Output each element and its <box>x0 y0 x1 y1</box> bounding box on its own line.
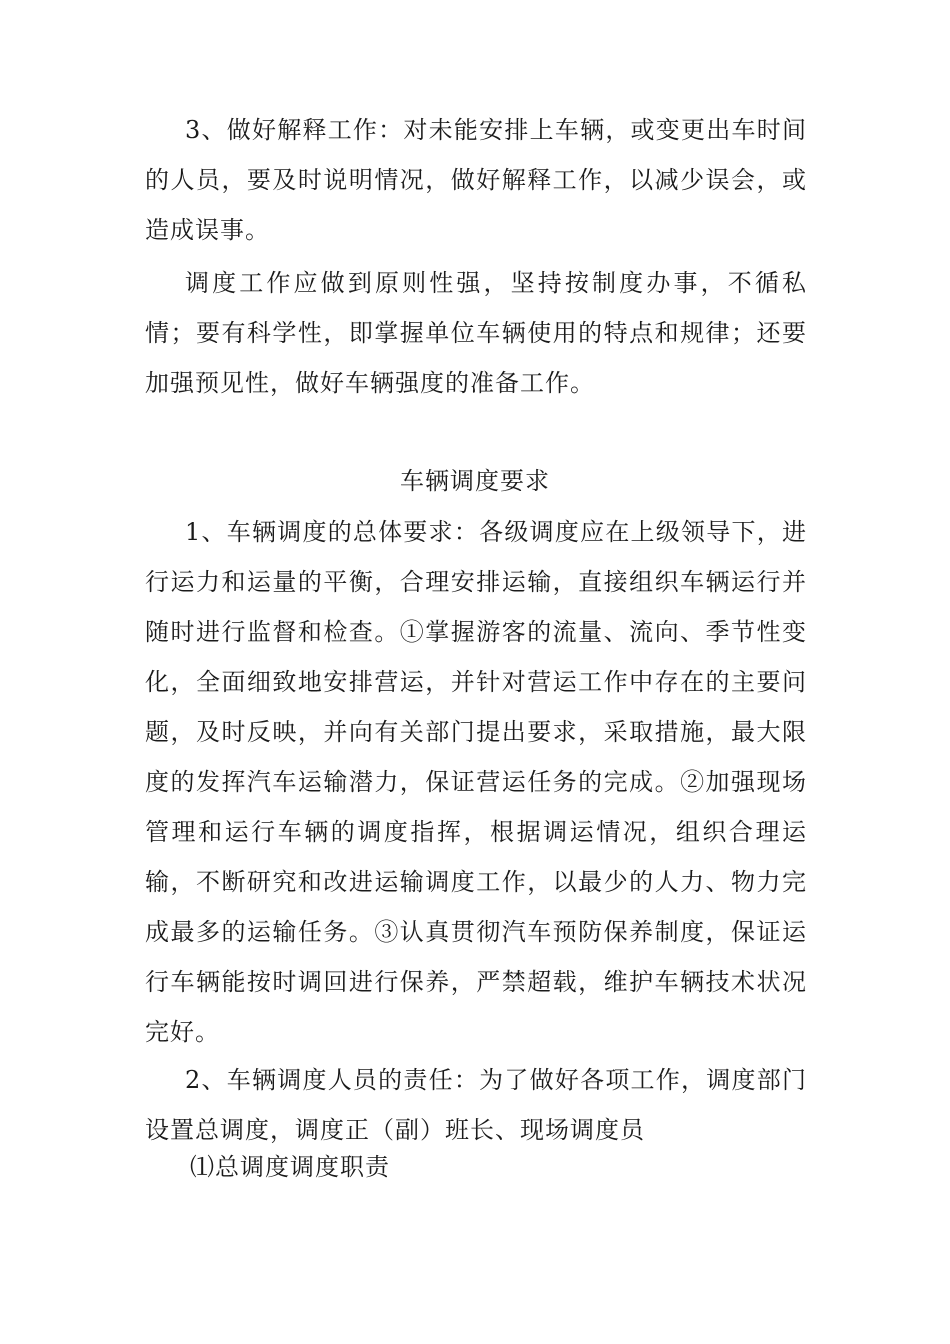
section-heading: 车辆调度要求 <box>400 467 550 495</box>
paragraph-dispatcher-responsibility: 2、车辆调度人员的责任：为了做好各项工作，调度部门设置总调度，调度正（副）班长、现场调度员 <box>145 1066 807 1144</box>
paragraph-explanation-work: 3、做好解释工作：对未能安排上车辆，或变更出车时间的人员，要及时说明情况，做好解释工作，以减少误会，或造成误事。 <box>145 116 807 244</box>
subsection-heading: ⑴总调度调度职责 <box>190 1153 390 1181</box>
paragraph-overall-requirements: 1、车辆调度的总体要求：各级调度应在上级领导下，进行运力和运量的平衡，合理安排运输，直接组织车辆运行并随时进行监督和检查。①掌握游客的流量、流向、季节性变化，全面细致地安排营运，并针对营运工作中存在的主要问题，及时反映，并向有关部门提出要求，采取措施，最大限度的发挥汽车运输潜力，保证营运任务的完成。②加强现场管理和运行车辆的调度指挥，根据调运情况，组织合理运输，不断研究和改进运输调度工作，以最少的人力、物力完成最多的运输任务。③认真贯彻汽车预防保养制度，保证运行车辆能按时调回进行保养，严禁超载，维护车辆技术状况完好。 <box>145 518 807 1046</box>
paragraph-dispatch-principles: 调度工作应做到原则性强，坚持按制度办事，不循私情；要有科学性，即掌握单位车辆使用的特点和规律；还要加强预见性，做好车辆强度的准备工作。 <box>145 269 807 397</box>
